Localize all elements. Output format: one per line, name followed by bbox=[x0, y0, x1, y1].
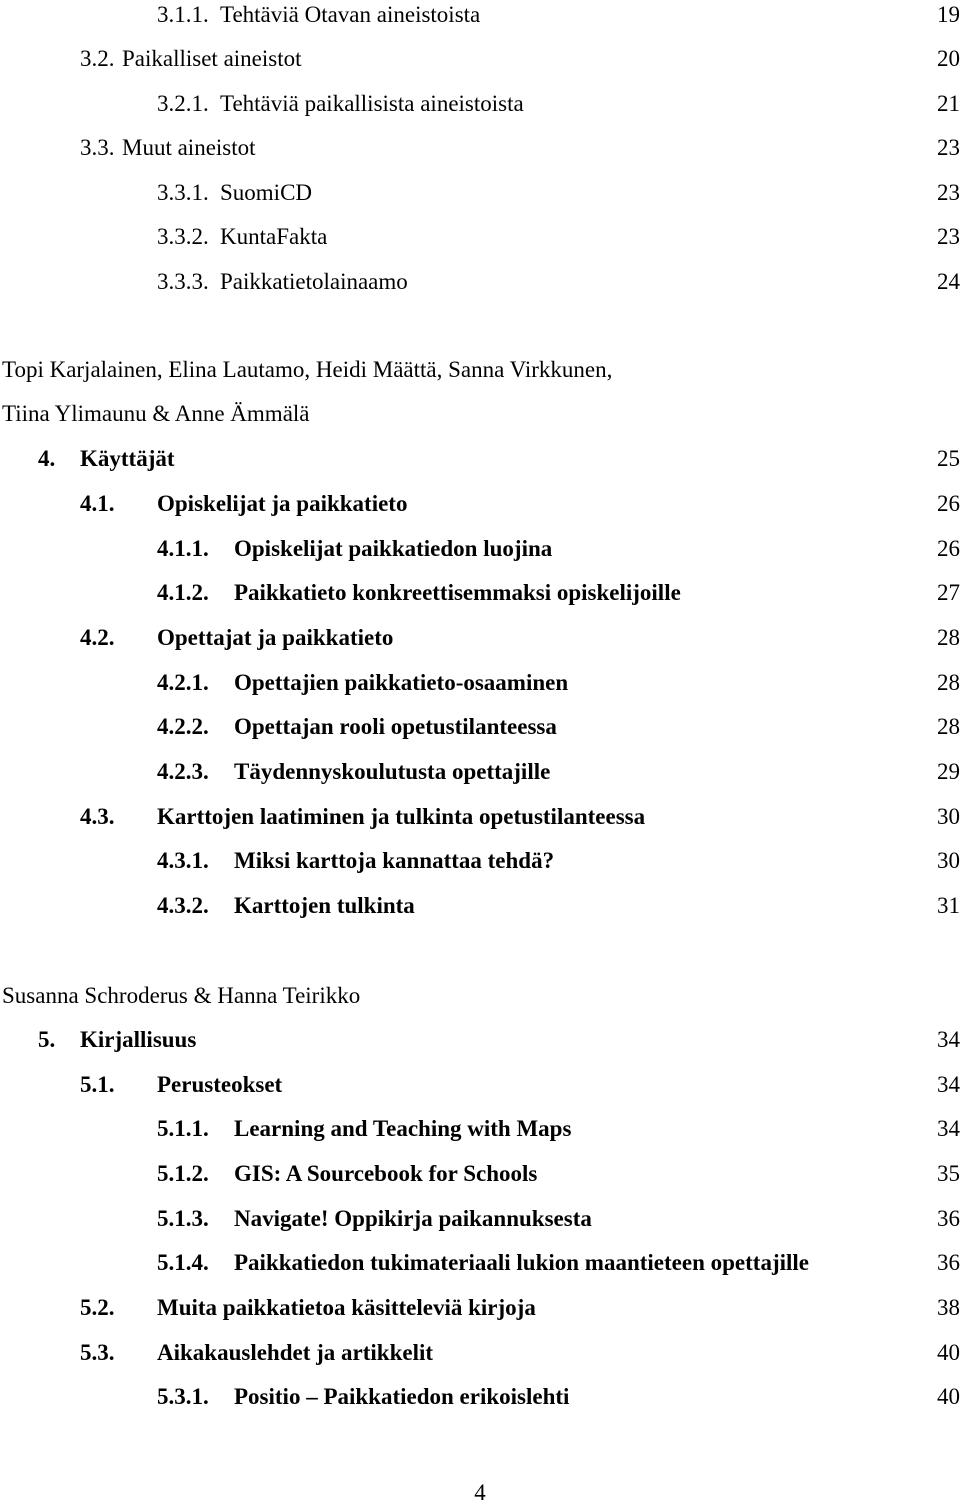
toc-entry-title: Aikakauslehdet ja artikkelit bbox=[157, 1340, 434, 1365]
toc-entry[interactable] bbox=[0, 1114, 960, 1144]
toc-entry[interactable] bbox=[0, 712, 960, 742]
toc-entry[interactable] bbox=[0, 1338, 960, 1368]
toc-entry-number: 3.3.2. bbox=[157, 224, 209, 249]
toc-entry-number: 5.1.3. bbox=[157, 1206, 209, 1231]
toc-entry-number: 5.1. bbox=[80, 1072, 115, 1097]
toc-entry[interactable] bbox=[0, 44, 960, 74]
toc-entry-number: 4.2.3. bbox=[157, 759, 209, 784]
toc-entry-title: Positio – Paikkatiedon erikoislehti bbox=[234, 1384, 570, 1409]
toc-entry[interactable] bbox=[0, 1159, 960, 1189]
toc-entry-page: 25 bbox=[937, 446, 960, 471]
toc-entry-title: Miksi karttoja kannattaa tehdä? bbox=[234, 848, 555, 873]
toc-entry-number: 4.2. bbox=[80, 625, 115, 650]
toc-entry-title: Paikkatietolainaamo bbox=[220, 269, 408, 294]
toc-entry-page: 35 bbox=[937, 1161, 960, 1186]
toc-entry-number: 3.3. bbox=[80, 135, 115, 160]
toc-entry-page: 23 bbox=[937, 224, 960, 249]
toc-entry-page: 28 bbox=[937, 625, 960, 650]
toc-entry[interactable] bbox=[0, 267, 960, 297]
toc-entry[interactable] bbox=[0, 534, 960, 564]
toc-entry-title: Opiskelijat paikkatiedon luojina bbox=[234, 536, 553, 561]
toc-entry-title: Paikalliset aineistot bbox=[122, 46, 302, 71]
toc-entry-number: 4.1. bbox=[80, 491, 115, 516]
toc-entry-number: 4.2.2. bbox=[157, 714, 209, 739]
toc-entry[interactable] bbox=[0, 444, 960, 474]
toc-entry[interactable] bbox=[0, 846, 960, 876]
toc-entry-page: 28 bbox=[937, 714, 960, 739]
toc-entry-page: 26 bbox=[937, 536, 960, 561]
toc-entry-number: 4.3.2. bbox=[157, 893, 209, 918]
toc-entry-number: 5.2. bbox=[80, 1295, 115, 1320]
toc-entry-number: 5.1.4. bbox=[157, 1250, 209, 1275]
toc-entry[interactable] bbox=[0, 1293, 960, 1323]
toc-entry-page: 40 bbox=[937, 1340, 960, 1365]
toc-entry-page: 23 bbox=[937, 135, 960, 160]
toc-entry[interactable] bbox=[0, 489, 960, 519]
toc-entry-number: 5.1.2. bbox=[157, 1161, 209, 1186]
toc-entry-title: Opettajan rooli opetustilanteessa bbox=[234, 714, 557, 739]
toc-entry-page: 20 bbox=[937, 46, 960, 71]
toc-entry-title: GIS: A Sourcebook for Schools bbox=[234, 1161, 538, 1186]
toc-entry[interactable] bbox=[0, 668, 960, 698]
toc-entry-title: SuomiCD bbox=[220, 180, 313, 205]
toc-entry-title: Perusteokset bbox=[157, 1072, 283, 1097]
toc-entry-number: 4.3.1. bbox=[157, 848, 209, 873]
toc-entry[interactable] bbox=[0, 891, 960, 921]
toc-entry[interactable] bbox=[0, 89, 960, 119]
toc-entry-page: 38 bbox=[937, 1295, 960, 1320]
authors-text: Susanna Schroderus & Hanna Teirikko bbox=[2, 983, 361, 1008]
toc-entry-page: 19 bbox=[937, 2, 960, 27]
toc-entry[interactable] bbox=[0, 757, 960, 787]
toc-entry-title: Täydennyskoulutusta opettajille bbox=[234, 759, 551, 784]
toc-entry-title: Muita paikkatietoa käsitteleviä kirjoja bbox=[157, 1295, 536, 1320]
toc-entry-page: 36 bbox=[937, 1250, 960, 1275]
toc-entry-page: 26 bbox=[937, 491, 960, 516]
toc-entry-title: Paikkatieto konkreettisemmaksi opiskelijoille bbox=[234, 580, 681, 605]
toc-entry-number: 4.3. bbox=[80, 804, 115, 829]
toc-entry-title: Opiskelijat ja paikkatieto bbox=[157, 491, 408, 516]
authors-line bbox=[0, 981, 960, 1011]
toc-entry[interactable] bbox=[0, 222, 960, 252]
toc-entry-title: Paikkatiedon tukimateriaali lukion maantieteen opettajille bbox=[234, 1250, 809, 1275]
toc-entry-number: 3.3.3. bbox=[157, 269, 209, 294]
toc-entry-title: Karttojen tulkinta bbox=[234, 893, 415, 918]
toc-entry-number: 4.1.2. bbox=[157, 580, 209, 605]
toc-entry-page: 23 bbox=[937, 180, 960, 205]
toc-entry[interactable] bbox=[0, 1248, 960, 1278]
toc-entry-page: 24 bbox=[937, 269, 960, 294]
toc-entry[interactable] bbox=[0, 133, 960, 163]
toc-entry[interactable] bbox=[0, 623, 960, 653]
toc-entry-number: 5.1.1. bbox=[157, 1116, 209, 1141]
toc-entry-title: Käyttäjät bbox=[80, 446, 175, 471]
toc-entry-page: 21 bbox=[937, 91, 960, 116]
toc-entry-page: 30 bbox=[937, 804, 960, 829]
toc-entry-page: 34 bbox=[937, 1072, 960, 1097]
toc-entry-title: Tehtäviä paikallisista aineistoista bbox=[220, 91, 524, 116]
toc-entry-number: 3.1.1. bbox=[157, 2, 209, 27]
toc-entry-page: 36 bbox=[937, 1206, 960, 1231]
toc-entry-title: Tehtäviä Otavan aineistoista bbox=[220, 2, 481, 27]
toc-entry-page: 30 bbox=[937, 848, 960, 873]
toc-entry-title: Opettajien paikkatieto-osaaminen bbox=[234, 670, 569, 695]
toc-entry[interactable] bbox=[0, 1204, 960, 1234]
authors-line bbox=[0, 399, 960, 429]
toc-entry-title: Learning and Teaching with Maps bbox=[234, 1116, 572, 1141]
toc-entry-number: 3.2.1. bbox=[157, 91, 209, 116]
authors-text: Tiina Ylimaunu & Anne Ämmälä bbox=[2, 401, 310, 426]
authors-text: Topi Karjalainen, Elina Lautamo, Heidi Määttä, Sanna Virkkunen, bbox=[2, 357, 613, 382]
toc-entry-page: 40 bbox=[937, 1384, 960, 1409]
toc-entry-number: 4.1.1. bbox=[157, 536, 209, 561]
toc-entry-page: 34 bbox=[937, 1027, 960, 1052]
toc-entry-title: Opettajat ja paikkatieto bbox=[157, 625, 394, 650]
toc-entry-page: 28 bbox=[937, 670, 960, 695]
toc-entry[interactable] bbox=[0, 178, 960, 208]
toc-entry-page: 27 bbox=[937, 580, 960, 605]
toc-entry-number: 3.2. bbox=[80, 46, 115, 71]
toc-entry-title: Kirjallisuus bbox=[80, 1027, 197, 1052]
toc-entry-number: 5.3.1. bbox=[157, 1384, 209, 1409]
toc-entry[interactable] bbox=[0, 0, 960, 30]
toc-entry-page: 34 bbox=[937, 1116, 960, 1141]
toc-entry-page: 29 bbox=[937, 759, 960, 784]
authors-line bbox=[0, 355, 960, 385]
toc-entry[interactable] bbox=[0, 578, 960, 608]
toc-entry-title: Muut aineistot bbox=[122, 135, 256, 160]
toc-entry-page: 31 bbox=[937, 893, 960, 918]
toc-entry-number: 5.3. bbox=[80, 1340, 115, 1365]
toc-entry-title: Karttojen laatiminen ja tulkinta opetustilanteessa bbox=[157, 804, 646, 829]
toc-entry[interactable] bbox=[0, 1382, 960, 1412]
toc-entry[interactable] bbox=[0, 1025, 960, 1055]
toc-entry-number: 4.2.1. bbox=[157, 670, 209, 695]
toc-entry-title: KuntaFakta bbox=[220, 224, 328, 249]
toc-entry-number: 4. bbox=[38, 446, 56, 471]
toc-entry-number: 3.3.1. bbox=[157, 180, 209, 205]
page-number: 4 bbox=[474, 1480, 486, 1505]
toc-entry-title: Navigate! Oppikirja paikannuksesta bbox=[234, 1206, 592, 1231]
toc-entry-number: 5. bbox=[38, 1027, 56, 1052]
toc-entry[interactable] bbox=[0, 802, 960, 832]
toc-entry[interactable] bbox=[0, 1070, 960, 1100]
